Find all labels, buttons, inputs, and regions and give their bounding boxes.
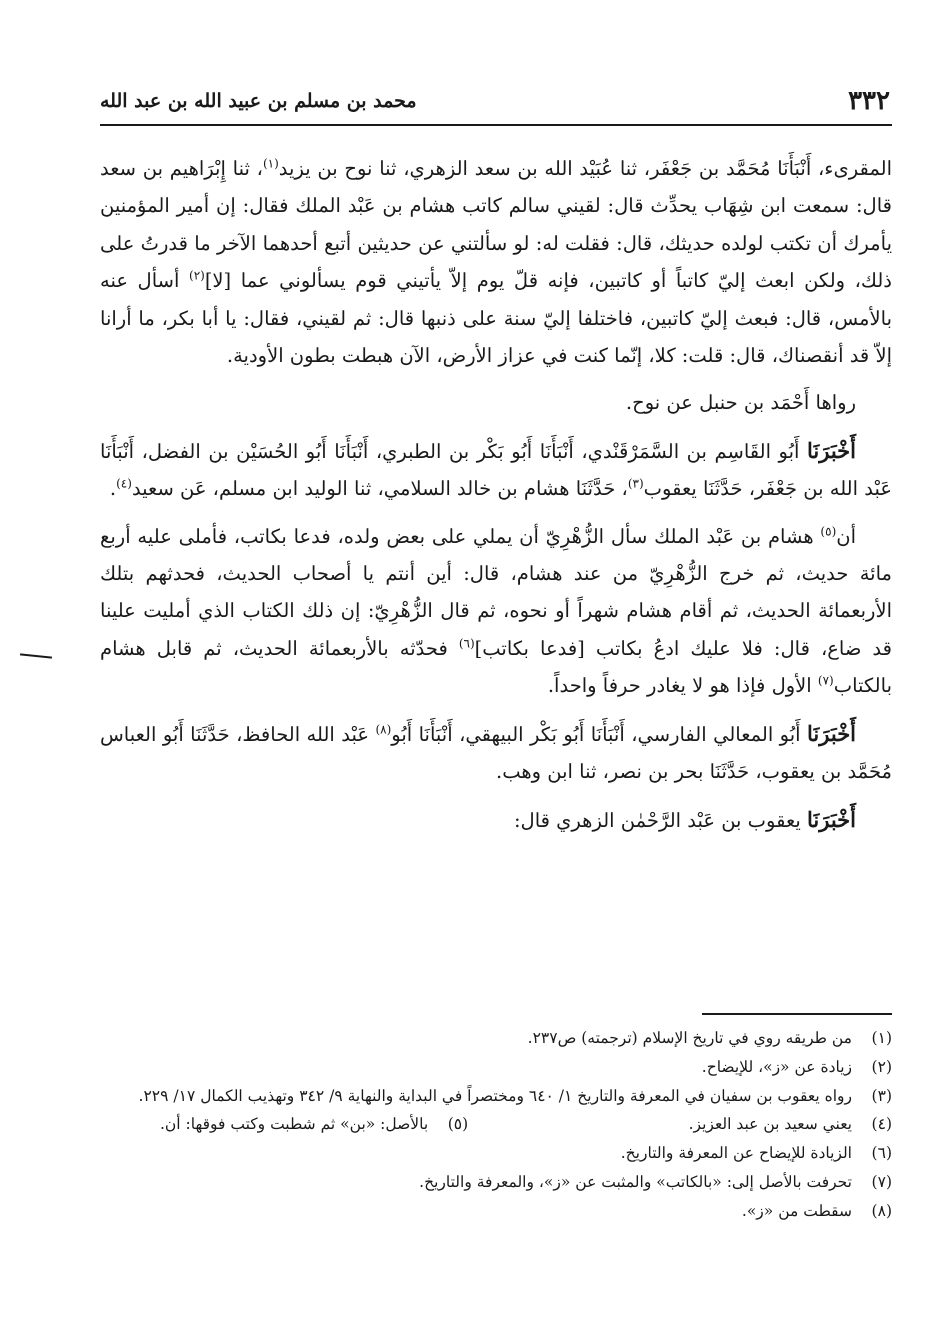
footnote-8 [100,1197,892,1226]
text-run: . [109,477,117,501]
footnote-ref: (٦) [458,636,475,651]
footnote-text: رواه يعقوب بن سفيان في المعرفة والتاريخ ١/ ٦٤٠ ومختصراً في البداية والنهاية ٩/ ٣٤٢ وتهذيب الكمال ١٧/ ٢٢٩. [138,1086,852,1105]
footnote-ref: (٣) [627,476,644,491]
text-run: الأول فإذا هو لا يغادر حرفاً واحداً. [547,674,818,698]
footnote-number: (٦) [871,1144,892,1163]
footnote-separator [702,1013,892,1015]
footnote-7 [100,1168,892,1197]
footnote-6 [100,1139,892,1168]
paragraph-4 [100,518,892,705]
text-run: أن [836,524,856,548]
main-text [100,150,892,839]
text-run: أَبُو المعالي الفارسي، أَنْبَأَنَا أَبُو بَكْر البيهقي، أَنْبَأَنَا أَبُو [391,722,808,746]
footnote-2 [100,1053,892,1082]
paragraph-6 [100,801,892,839]
footnote-text: زيادة عن «ز»، للإيضاح. [701,1057,852,1076]
footnote-ref: (١) [262,156,279,171]
running-title: محمد بن مسلم بن عبيد الله بن عبد الله [100,90,417,112]
text-run: رواها أَحْمَد بن حنبل عن نوح. [625,391,856,415]
footnote-number: (٥) [447,1115,469,1134]
text-run: فحدّثه بالأربعمائة الحديث، ثم قابل هشام بالكتاب [100,636,892,698]
text-run: أسأل عنه بالأمس، قال: فبعث إليّ كاتبين، فاختلفا إليّ سنة على ذنبها قال: ثم لقيني، فقال: يا أبا بكر، ما أرانا إلاّ قد أنقصناك، قال: قلت: كلا، إنّما كنت في عزاز الأرض، الآن هبطت بطون الأودية. [100,269,892,368]
footnote-number: (٧) [871,1172,892,1191]
paragraph-1 [100,150,892,374]
footnote-text: من طريقه روي في تاريخ الإسلام (ترجمته) ص٢٣٧. [527,1029,852,1047]
footnote-ref: (٨) [375,722,392,737]
footnotes [100,1024,892,1226]
footnote-1 [100,1024,892,1053]
footnote-number: (٤) [871,1115,892,1134]
text-run: ، حَدَّثَنَا هشام بن خالد السلامي، ثنا الوليد ابن مسلم، عَن سعيد [131,477,628,501]
footnote-number: (٨) [871,1201,892,1220]
paragraph-5 [100,715,892,791]
footnote-number: (١) [871,1029,892,1047]
footnote-ref: (٥) [820,524,837,539]
page-header [100,84,892,126]
paragraph-2 [100,384,892,421]
text-run: المقرىء، أَنْبَأَنَا مُحَمَّد بن جَعْفَر، ثنا عُبَيْد الله بن سعد الزهري، ثنا نوح بن يزيد [278,157,892,180]
footnote-text: سقطت من «ز». [741,1201,852,1220]
page-number: ٣٣٢ [848,86,890,116]
footnote-ref: (٢) [189,268,205,283]
footnote-5 [100,1110,468,1139]
margin-mark [20,653,52,658]
footnote-5-text: بالأصل: «بن» ثم شطبت وكتب فوقها: أن. [160,1115,429,1134]
footnote-text: الزيادة للإيضاح عن المعرفة والتاريخ. [620,1144,852,1163]
footnote-3 [100,1082,892,1111]
text-run: ، ثنا إِبْرَاهيم بن سعد قال: سمعت ابن شِهَاب يحدِّث قال: لقيني سالم كاتب هشام بن عَبْد الملك فقال: إن أمير المؤمنين يأمرك أن تكتب لولده حديثك، قال: فقلت له: لو سألتني عن حديثين أتبع أحدهما الآخر ما قدرتُ على ذلك، ولكن ابعث إليّ كاتباً أو كاتبين، فإنه قلّ يوم إلاّ يأتيني قوم يسألوني عما [لا] [100,157,892,293]
paragraph-3 [100,432,892,508]
text-run: هشام بن عَبْد الملك سأل الزُّهْرِيّ أن يملي على بعض ولده، فدعا بكاتب، فأملى عليه أربع مائة حديث، ثم خرج الزُّهْرِيّ من عند هشام، قال: أين أنتم يا أصحاب الحديث، فحدثهم بتلك الأربعمائة الحديث، ثم أقام هشام شهراً أو نحوه، ثم قال الزُّهْرِيّ: إن ذلك الكتاب الذي أمليت علينا قد ضاع، قال: فلا عليك ادعُ بكاتب [فدعا بكاتب] [100,524,892,660]
text-run: عَبْد الله الحافظ، حَدَّثَنَا أَبُو العباس مُحَمَّد بن يعقوب، حَدَّثَنَا بحر بن نصر، ثنا ابن وهب. [100,722,892,784]
footnote-ref: (٤) [116,476,132,491]
text-run: أَبُو القَاسِم بن السَّمَرْقَنْدي، أَنْبَأَنَا أَبُو بَكْر بن الطبري، أَنْبَأَنَا أَبُو الحُسَيْن بن الفضل، أَنْبَأَنَا عَبْد الله بن جَعْفَر، حَدَّثَنَا يعقوب [100,439,892,501]
footnote-4-5-row [100,1110,892,1139]
footnote-number: (٣) [871,1086,892,1105]
isnad-lead: أَخْبَرَنَا [807,720,857,746]
footnote-text: تحرفت بالأصل إلى: «بالكاتب» والمثبت عن «ز»، والمعرفة والتاريخ. [419,1172,852,1191]
isnad-lead: أَخْبَرَنَا [807,437,856,463]
footnote-4-text: يعني سعيد بن عبد العزيز. [688,1115,852,1134]
isnad-lead: أَخْبَرَنَا [807,806,856,832]
footnote-number: (٢) [871,1057,892,1076]
footnote-ref: (٧) [817,673,834,688]
text-run: يعقوب بن عَبْد الرَّحْمٰن الزهري قال: [513,808,808,832]
